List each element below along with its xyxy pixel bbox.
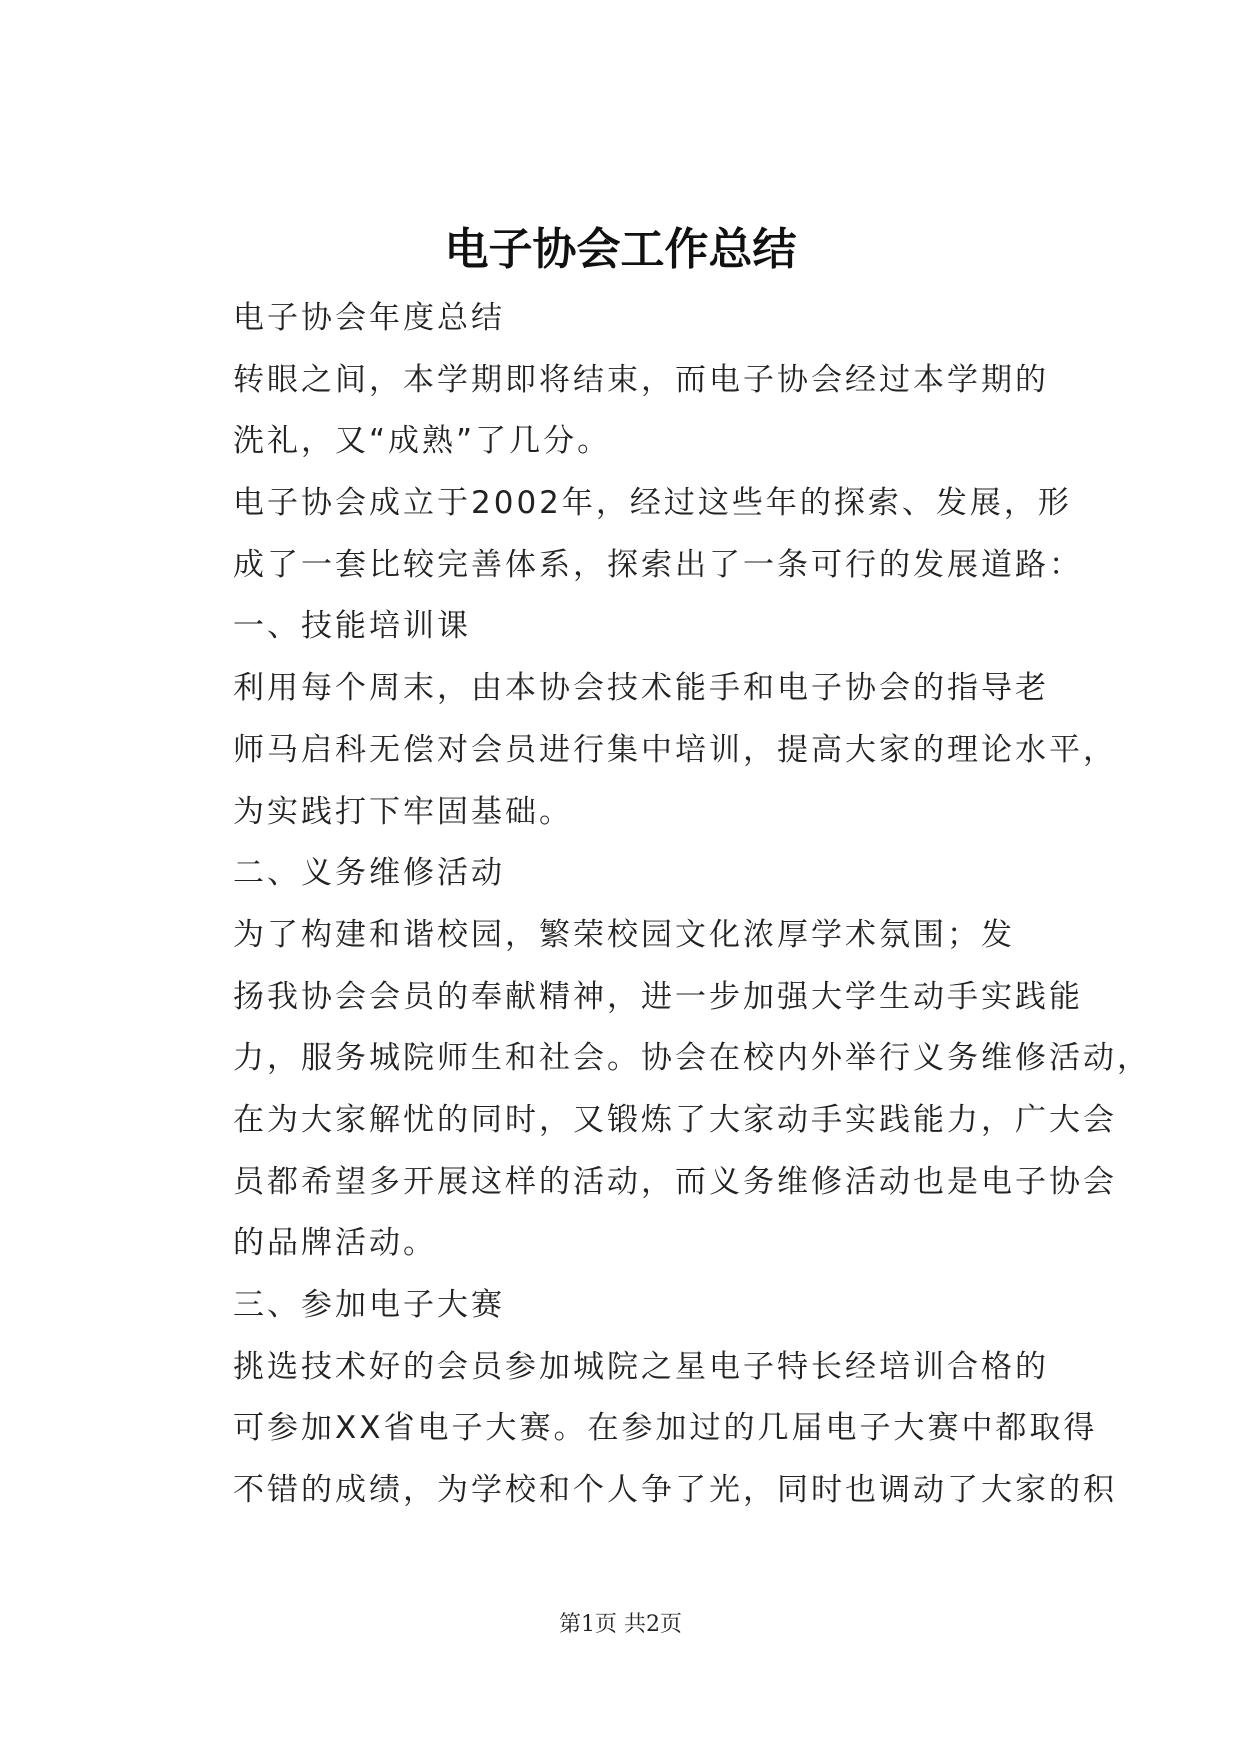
paragraph-line: 在为大家解忧的同时，又锻炼了大家动手实践能力，广大会 bbox=[233, 1101, 1117, 1138]
paragraph-line: 扬我协会会员的奉献精神，进一步加强大学生动手实践能 bbox=[233, 978, 1083, 1015]
section-heading: 二、义务维修活动 bbox=[233, 855, 505, 892]
subtitle-line: 电子协会年度总结 bbox=[233, 300, 505, 336]
section-heading: 三、参加电子大赛 bbox=[233, 1287, 505, 1323]
paragraph-line: 员都希望多开展这样的活动，而义务维修活动也是电子协会 bbox=[233, 1163, 1117, 1200]
paragraph-line: 电子协会成立于2002年，经过这些年的探索、发展，形 bbox=[233, 485, 1072, 522]
page-footer: 第1页 共2页 bbox=[559, 1612, 682, 1637]
paragraph-line: 成了一套比较完善体系，探索出了一条可行的发展道路： bbox=[233, 546, 1083, 583]
document-title: 电子协会工作总结 bbox=[444, 224, 797, 275]
paragraph-line: 力，服务城院师生和社会。协会在校内外举行义务维修活动， bbox=[233, 1040, 1151, 1077]
paragraph-line: 不错的成绩，为学校和个人争了光，同时也调动了大家的积 bbox=[233, 1472, 1117, 1509]
document-body bbox=[233, 288, 1151, 1522]
paragraph-line: 洗礼，又“成熟”了几分。 bbox=[233, 423, 612, 460]
paragraph-line: 为了构建和谐校园，繁荣校园文化浓厚学术氛围；发 bbox=[233, 916, 1015, 953]
paragraph-line: 利用每个周末，由本协会技术能手和电子协会的指导老 bbox=[233, 670, 1049, 707]
section-heading: 一、技能培训课 bbox=[233, 608, 471, 645]
paragraph-line: 为实践打下牢固基础。 bbox=[233, 793, 573, 830]
paragraph-line: 挑选技术好的会员参加城院之星电子特长经培训合格的 bbox=[233, 1348, 1049, 1385]
paragraph-line: 的品牌活动。 bbox=[233, 1225, 437, 1262]
paragraph-line: 转眼之间，本学期即将结束，而电子协会经过本学期的 bbox=[233, 361, 1049, 398]
paragraph-line: 可参加XX省电子大赛。在参加过的几届电子大赛中都取得 bbox=[233, 1410, 1098, 1447]
paragraph-line: 师马启科无偿对会员进行集中培训，提高大家的理论水平， bbox=[233, 731, 1117, 768]
